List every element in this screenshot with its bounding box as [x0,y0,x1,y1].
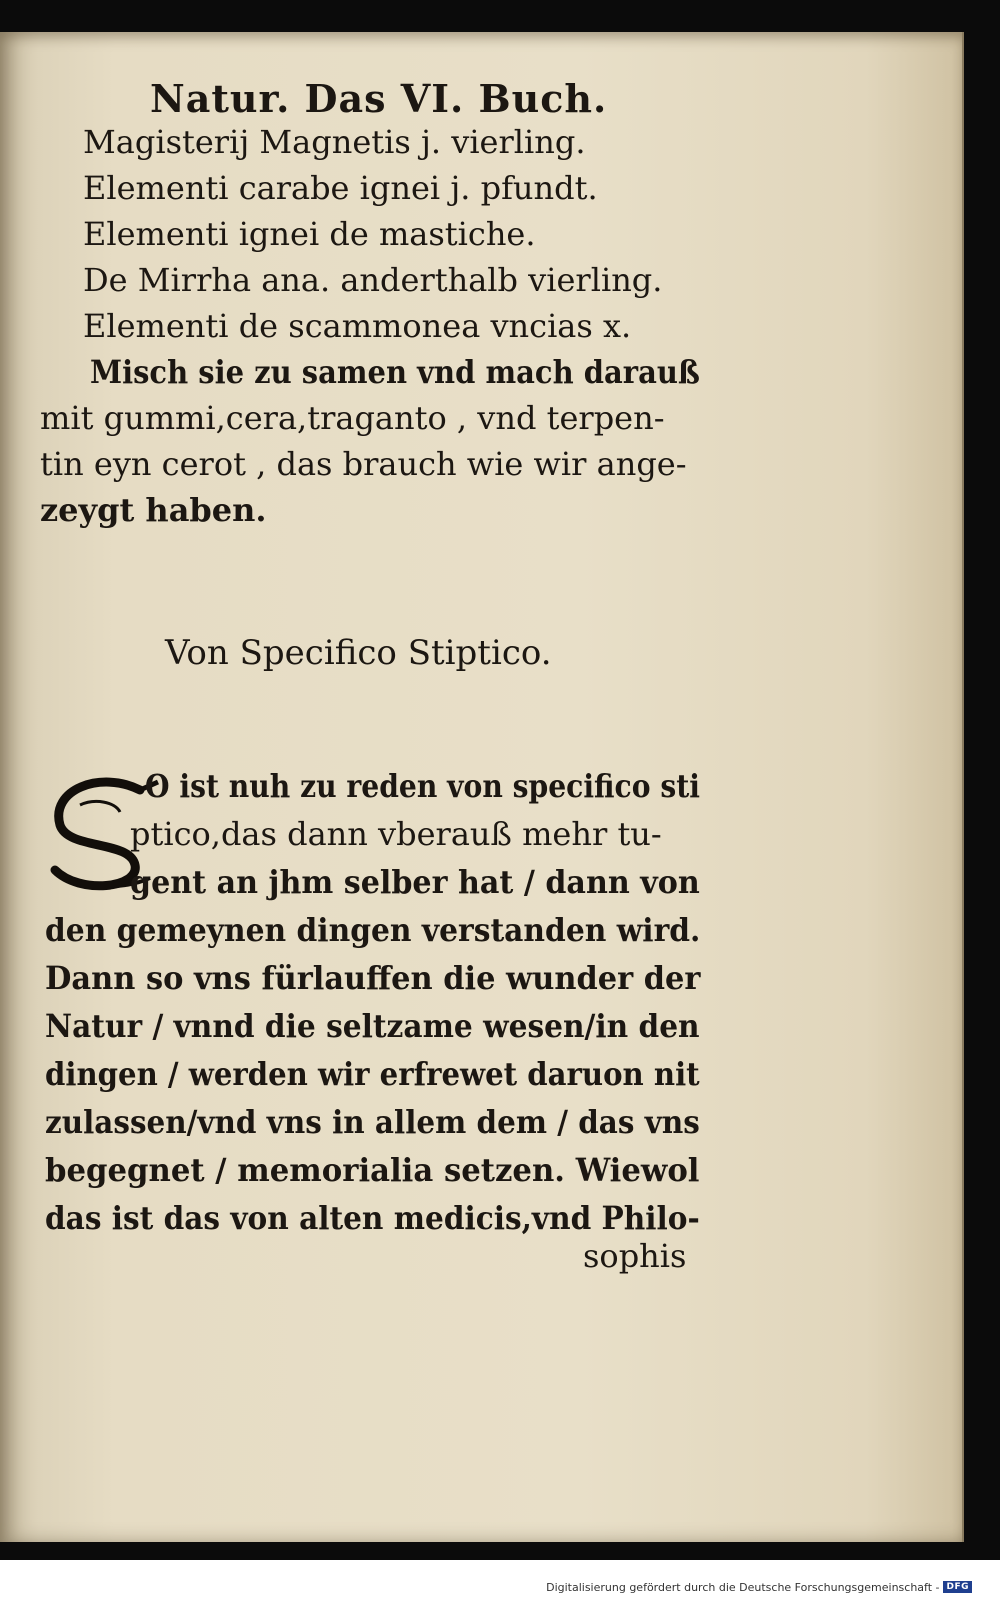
credit-text: Digitalisierung gefördert durch die Deutsche Forschungsgemeinschaft - [546,1580,940,1594]
paragraph-line: zulassen/vnd vns in allem dem / das vns [45,1103,700,1141]
recipe-line: Elementi de scammonea vncias x. [83,307,632,345]
recipe-line: Magisterij Magnetis j. vierling. [83,123,586,161]
running-head: Natur. Das VI. Buch. [150,76,608,121]
instruction-line: zeygt haben. [40,491,267,529]
paragraph-line: das ist das von alten medicis,vnd Philo- [45,1199,700,1237]
paragraph-line: begegnet / memorialia setzen. Wiewol [45,1151,700,1189]
paragraph-line: O ist nuh zu reden von specifico sti [145,767,700,805]
digitization-credit [546,1578,972,1596]
instruction-line: Misch sie zu samen vnd mach darauß [90,353,700,391]
instruction-line: tin eyn cerot , das brauch wie wir ange- [40,445,687,483]
section-heading: Von Specifico Stiptico. [165,633,552,673]
paragraph-line: den gemeynen dingen verstanden wird. [45,911,701,949]
recipe-line: Elementi ignei de mastiche. [83,215,536,253]
recipe-line: Elementi carabe ignei j. pfundt. [83,169,598,207]
paragraph-line: dingen / werden wir erfrewet daruon nit [45,1055,700,1093]
paragraph-line: ptico,das dann vberauß mehr tu- [130,815,662,853]
catchword: sophis [583,1237,687,1275]
paragraph-line: Natur / vnnd die seltzame wesen/in den [45,1007,700,1045]
paragraph-line: gent an jhm selber hat / dann von [130,863,700,901]
recipe-line: De Mirrha ana. anderthalb vierling. [83,261,663,299]
instruction-line: mit gummi,cera,traganto , vnd terpen- [40,399,665,437]
paragraph-line: Dann so vns fürlauffen die wunder der [45,959,701,997]
dfg-logo: DFG [943,1581,972,1593]
